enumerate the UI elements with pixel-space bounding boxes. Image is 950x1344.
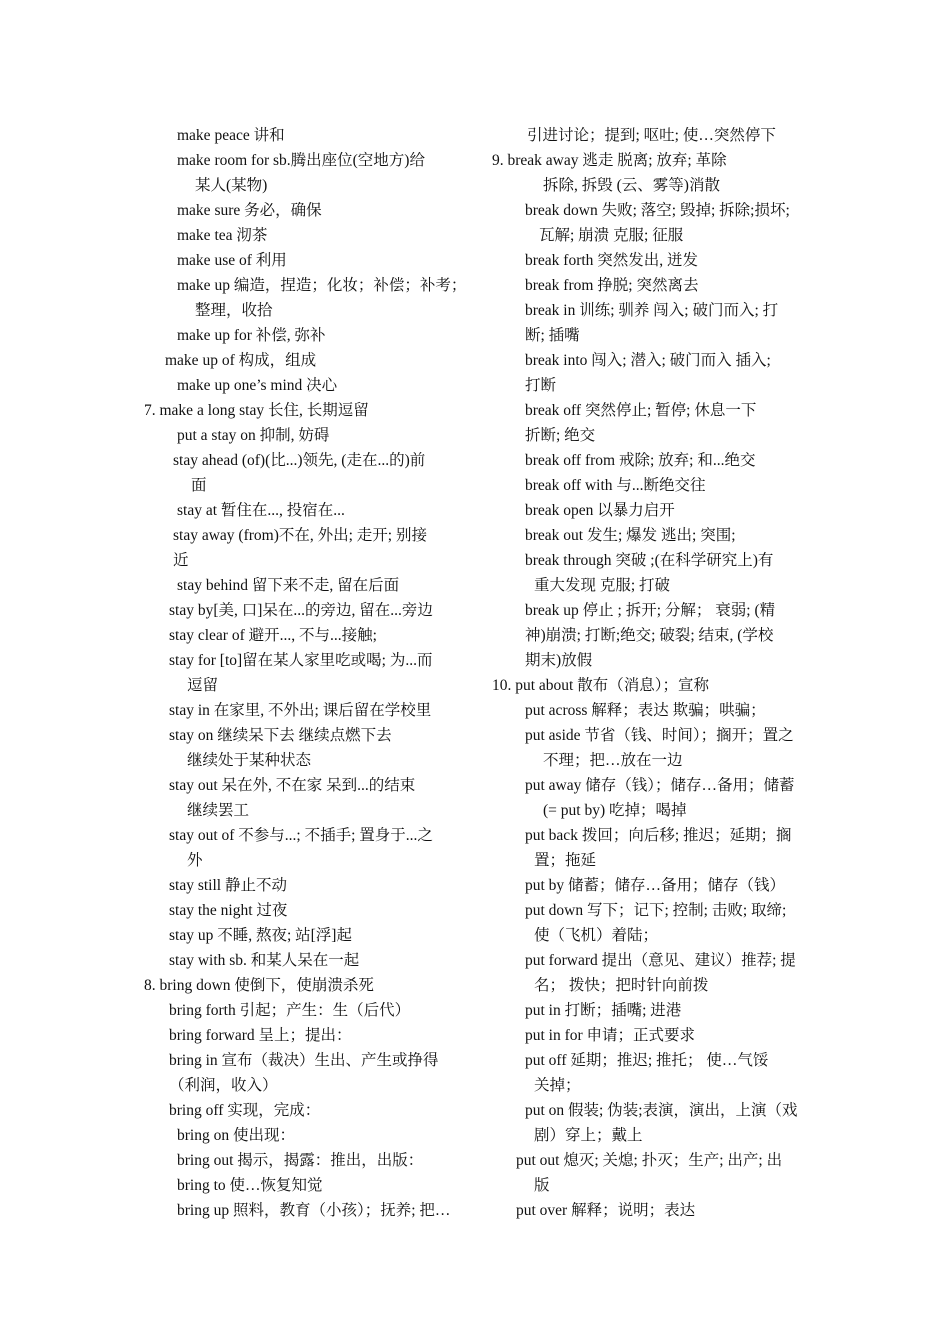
text-line: make up one’s mind 决心: [177, 377, 338, 394]
text-line: put aside 节省（钱、时间）；搁开；置之: [525, 727, 794, 744]
text-line: break off 突然停止; 暂停; 休息一下: [525, 402, 757, 419]
text-line: 折断; 绝交: [525, 427, 596, 444]
text-line: 不理；把…放在一边: [543, 752, 683, 769]
text-line: 期末)放假: [525, 652, 593, 669]
text-line: 瓦解; 崩溃 克服; 征服: [539, 227, 684, 244]
text-line: stay with sb. 和某人呆在一起: [169, 952, 360, 969]
text-line: stay the night 过夜: [169, 902, 288, 919]
text-line: bring out 揭示，揭露：推出，出版：: [177, 1152, 424, 1169]
text-line: put out 熄灭; 关熄; 扑灭；生产; 出产; 出: [516, 1152, 783, 1169]
text-line: 7. make a long stay 长住, 长期逗留: [144, 402, 369, 419]
text-line: put across 解释；表达 欺骗；哄骗；: [525, 702, 766, 719]
text-line: break down 失败; 落空; 毁掉; 拆除;损坏;: [525, 202, 790, 219]
text-line: 近: [173, 552, 189, 569]
text-line: put in for 申请；正式要求: [525, 1027, 696, 1044]
text-line: 关掉；: [534, 1077, 581, 1094]
text-line: stay clear of 避开..., 不与...接触;: [169, 627, 377, 644]
text-line: bring forth 引起；产生：生（后代）: [169, 1002, 411, 1019]
left-column: [140, 123, 465, 1223]
text-line: make room for sb.腾出座位(空地方)给: [177, 152, 425, 169]
text-line: make sure 务必，确保: [177, 202, 322, 219]
text-line: break forth 突然发出, 迸发: [525, 252, 699, 269]
text-line: 名； 拨快；把时针向前拨: [534, 977, 709, 994]
text-line: break off from 戒除; 放弃; 和...绝交: [525, 452, 756, 469]
text-line: （利润，收入）: [169, 1077, 278, 1094]
text-line: stay away (from)不在, 外出; 走开; 别接: [173, 527, 427, 544]
text-line: bring off 实现，完成：: [169, 1102, 321, 1119]
text-line: (= put by) 吃掉；喝掉: [543, 802, 687, 819]
text-line: bring up 照料，教育（小孩）；抚养; 把…: [177, 1202, 451, 1219]
text-line: stay still 静止不动: [169, 877, 287, 894]
text-line: 神)崩溃; 打断;绝交; 破裂; 结束, (学校: [525, 627, 774, 644]
text-line: break in 训练; 驯养 闯入; 破门而入; 打: [525, 302, 779, 319]
text-line: make peace 讲和: [177, 127, 285, 144]
text-line: 9. break away 逃走 脱离; 放弃; 革除: [492, 152, 727, 169]
right-column: [490, 123, 815, 1223]
text-line: 逗留: [187, 677, 219, 694]
text-line: 拆除, 拆毁 (云、雾等)消散: [543, 177, 720, 194]
text-line: 整理，收拾: [195, 302, 273, 319]
text-line: stay at 暂住在..., 投宿在...: [177, 502, 345, 519]
text-line: stay by[美, 口]呆在...的旁边, 留在...旁边: [169, 602, 433, 619]
text-line: break up 停止 ; 拆开; 分解； 衰弱; (精: [525, 602, 776, 619]
text-line: put in 打断；插嘴; 进港: [525, 1002, 682, 1019]
text-line: stay out of 不参与...; 不插手; 置身于...之: [169, 827, 433, 844]
text-line: put back 拨回；向后移; 推迟；延期；搁: [525, 827, 792, 844]
text-line: stay in 在家里, 不外出; 课后留在学校里: [169, 702, 432, 719]
text-line: 打断: [525, 377, 557, 394]
text-line: make up of 构成，组成: [165, 352, 317, 369]
text-line: put forward 提出（意见、建议）推荐; 提: [525, 952, 796, 969]
text-line: put down 写下；记下; 控制; 击败; 取缔;: [525, 902, 787, 919]
text-line: 外: [187, 852, 203, 869]
text-line: stay on 继续呆下去 继续点燃下去: [169, 727, 392, 744]
text-line: bring on 使出现：: [177, 1127, 295, 1144]
text-line: break through 突破 ;(在科学研究上)有: [525, 552, 774, 569]
text-line: 继续罢工: [187, 802, 250, 819]
text-line: 面: [191, 477, 207, 494]
text-line: break off with 与...断绝交往: [525, 477, 706, 494]
text-line: bring in 宣布（裁决）生出、产生或挣得: [169, 1052, 439, 1069]
text-line: 8. bring down 使倒下，使崩溃杀死: [144, 977, 374, 994]
text-line: bring to 使…恢复知觉: [177, 1177, 323, 1194]
text-line: stay up 不睡, 熬夜; 站[浮]起: [169, 927, 352, 944]
text-line: make up for 补偿, 弥补: [177, 327, 326, 344]
text-line: 剧）穿上；戴上: [534, 1127, 643, 1144]
text-line: 断; 插嘴: [525, 327, 580, 344]
text-line: break from 挣脱; 突然离去: [525, 277, 699, 294]
text-line: 置；拖延: [534, 852, 597, 869]
text-line: 版: [534, 1177, 550, 1194]
text-line: break into 闯入; 潜入; 破门而入 插入;: [525, 352, 771, 369]
text-line: put away 储存（钱）；储存…备用；储蓄: [525, 777, 795, 794]
text-line: stay ahead (of)(比...)领先, (走在...的)前: [173, 452, 426, 469]
text-line: put by 储蓄；储存…备用；储存（钱）: [525, 877, 786, 894]
text-line: 继续处于某种状态: [187, 752, 312, 769]
text-line: put a stay on 抑制, 妨碍: [177, 427, 330, 444]
text-line: make tea 沏茶: [177, 227, 268, 244]
text-line: put over 解释；说明；表达: [516, 1202, 696, 1219]
text-line: put off 延期；推迟; 推托； 使…气馁: [525, 1052, 769, 1069]
text-line: 重大发现 克服; 打破: [534, 577, 671, 594]
text-line: stay out 呆在外, 不在家 呆到...的结束: [169, 777, 416, 794]
text-line: 使（飞机）着陆；: [534, 927, 659, 944]
text-line: stay for [to]留在某人家里吃或喝; 为...而: [169, 652, 433, 669]
text-line: bring forward 呈上；提出：: [169, 1027, 352, 1044]
text-line: break open 以暴力启开: [525, 502, 675, 519]
text-line: make use of 利用: [177, 252, 287, 269]
text-line: stay behind 留下来不走, 留在后面: [177, 577, 400, 594]
text-line: break out 发生; 爆发 逃出; 突围;: [525, 527, 736, 544]
text-line: make up 编造，捏造；化妆；补偿；补考；: [177, 277, 467, 294]
text-line: 某人(某物): [195, 177, 268, 194]
text-line: put on 假装; 伪装;表演，演出，上演（戏: [525, 1102, 798, 1119]
text-line: 引进讨论；提到; 呕吐; 使…突然停下: [527, 127, 776, 144]
text-line: 10. put about 散布（消息）；宣称: [492, 677, 709, 694]
